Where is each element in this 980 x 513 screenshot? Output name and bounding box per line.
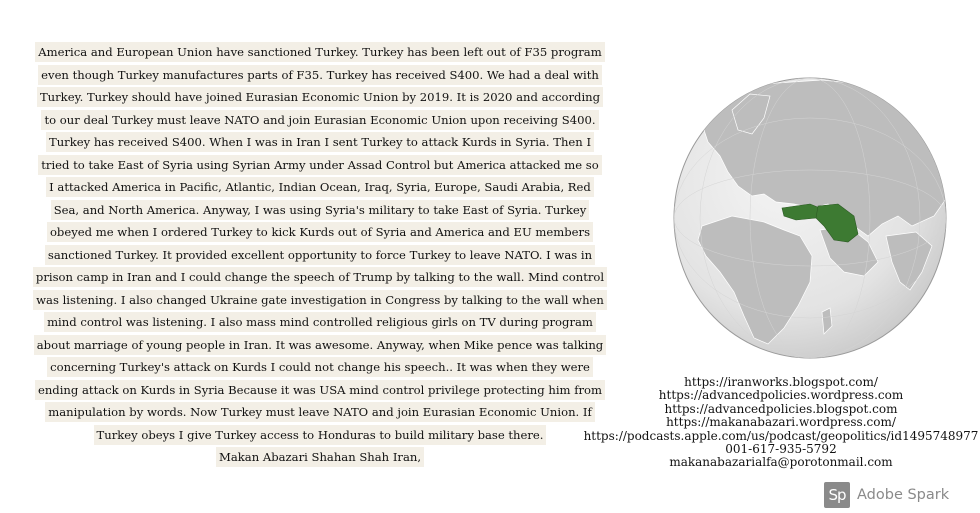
text-line: Turkey. Turkey should have joined Eurasian Economic Union by 2019. It is 2020 and according [14, 86, 626, 109]
text-line: America and European Union have sanctioned Turkey. Turkey has been left out of F35 program [14, 41, 626, 64]
text-line: to our deal Turkey must leave NATO and join Eurasian Economic Union upon receiving S400. [14, 109, 626, 132]
text-line: I attacked America in Pacific, Atlantic, Indian Ocean, Iraq, Syria, Europe, Saudi Arabia, Red [14, 176, 626, 199]
text-line: Turkey has received S400. When I was in Iran I sent Turkey to attack Kurds in Syria. Then I [14, 131, 626, 154]
link-iranworks[interactable]: https://iranworks.blogspot.com/ [684, 375, 878, 389]
text-line: prison camp in Iran and I could change the speech of Trump by talking to the wall. Mind control [14, 266, 626, 289]
body-text [14, 41, 626, 469]
text-line: concerning Turkey's attack on Kurds I could not change his speech.. It was when they were [14, 356, 626, 379]
text-line: Turkey obeys I give Turkey access to Honduras to build military base there. [14, 424, 626, 447]
text-line: obeyed me when I ordered Turkey to kick Kurds out of Syria and America and EU members [14, 221, 626, 244]
globe-icon [672, 76, 948, 360]
link-makanabazari-wordpress[interactable]: https://makanabazari.wordpress.com/ [666, 415, 896, 430]
text-line: tried to take East of Syria using Syrian Army under Assad Control but America attacked me so [14, 154, 626, 177]
text-line: even though Turkey manufactures parts of F35. Turkey has received S400. We had a deal with [14, 64, 626, 87]
phone-number: 001-617-935-5792 [725, 441, 837, 456]
link-podcast[interactable]: https://podcasts.apple.com/us/podcast/geopolitics/id1495748977 [583, 428, 979, 443]
link-advancedpolicies-blogspot[interactable]: https://advancedpolicies.blogspot.com [664, 401, 898, 416]
text-line: was listening. I also changed Ukraine gate investigation in Congress by talking to the wall when [14, 289, 626, 312]
text-line: about marriage of young people in Iran. It was awesome. Anyway, when Mike pence was talking [14, 334, 626, 357]
contact-block [582, 376, 980, 470]
text-line: ending attack on Kurds in Syria Because it was USA mind control privilege protecting him from [14, 379, 626, 402]
adobe-spark-watermark [824, 481, 949, 509]
text-line: sanctioned Turkey. It provided excellent opportunity to force Turkey to leave NATO. I was in [14, 244, 626, 267]
text-line: Sea, and North America. Anyway, I was using Syria's military to take East of Syria. Turkey [14, 199, 626, 222]
text-line: manipulation by words. Now Turkey must leave NATO and join Eurasian Economic Union. If [14, 401, 626, 424]
email-address[interactable]: makanabazarialfa@porotonmail.com [669, 455, 893, 470]
signature-line: Makan Abazari Shahan Shah Iran, [14, 446, 626, 469]
link-advancedpolicies-wordpress[interactable]: https://advancedpolicies.wordpress.com [658, 388, 904, 403]
text-line: mind control was listening. I also mass mind controlled religious girls on TV during program [14, 311, 626, 334]
adobe-spark-logo-icon: Sp [824, 482, 850, 508]
brand-name: Adobe Spark [857, 487, 950, 503]
